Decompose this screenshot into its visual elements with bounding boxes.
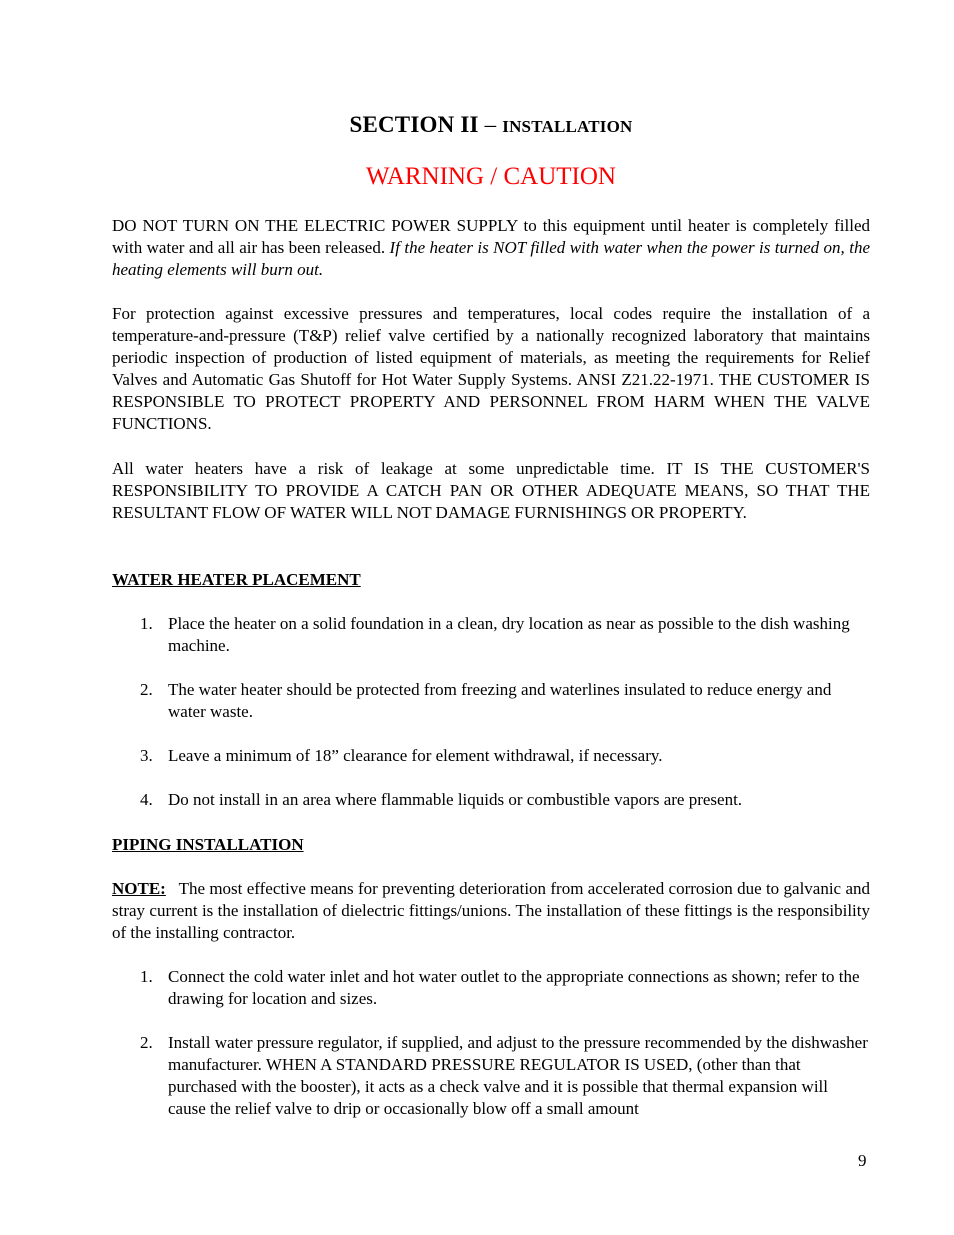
note-text: The most effective means for preventing deterioration from accelerated corrosion due to galvanic and stray current is the installation of dielectric fittings/unions. The installation of these fittings is the responsibility of the installing contractor.: [112, 879, 870, 942]
note-paragraph: [112, 878, 870, 944]
list-number: 4.: [140, 790, 153, 809]
list-number: 3.: [140, 746, 153, 765]
placement-heading: WATER HEATER PLACEMENT: [112, 570, 361, 589]
list-text: Install water pressure regulator, if supplied, and adjust to the pressure recommended by the dishwasher manufacturer. WHEN A STANDARD PRESSURE REGULATOR IS USED, (other than that purchased with the booster), it acts as a check valve and it is possible that thermal expansion will cause the relief valve to drip or occasionally blow off a small amount: [168, 1033, 868, 1118]
section-title-main: SECTION II: [349, 112, 479, 137]
power-warning-italic: If the heater is NOT filled with water when the power is turned on, the heating elements will burn out.: [112, 238, 870, 279]
warning-title: WARNING / CAUTION: [366, 163, 616, 190]
list-number: 1.: [140, 967, 153, 986]
list-number: 2.: [140, 680, 153, 699]
list-text: Leave a minimum of 18” clearance for element withdrawal, if necessary.: [168, 746, 663, 765]
list-text: Connect the cold water inlet and hot water outlet to the appropriate connections as shown; refer to the drawing for location and sizes.: [168, 967, 860, 1008]
power-warning-text: DO NOT TURN ON THE ELECTRIC POWER SUPPLY to this equipment until heater is completely filled with water and all air has been released.: [112, 216, 870, 257]
list-text: Do not install in an area where flammable liquids or combustible vapors are present.: [168, 790, 743, 809]
leakage-paragraph: All water heaters have a risk of leakage at some unpredictable time. IT IS THE CUSTOMER'S RESPONSIBILITY TO PROVIDE A CATCH PAN OR OTHER ADEQUATE MEANS, SO THAT THE RESULTANT FLOW OF WATER WILL NOT DAMAGE FURNISHINGS OR PROPERTY.: [112, 459, 870, 522]
power-warning-paragraph: [112, 215, 870, 281]
list-text: The water heater should be protected from freezing and waterlines insulated to reduce energy and water waste.: [168, 680, 832, 721]
list-text: Place the heater on a solid foundation in a clean, dry location as near as possible to the dish washing machine.: [168, 614, 850, 655]
piping-heading: PIPING INSTALLATION: [112, 835, 304, 854]
page-number: 9: [858, 1151, 867, 1170]
relief-valve-paragraph: For protection against excessive pressures and temperatures, local codes require the installation of a temperature-and-pressure (T&P) relief valve certified by a nationally recognized laboratory that maintains periodic inspection of production of listed equipment of materials, as meeting the requirements for Relief Valves and Automatic Gas Shutoff for Hot Water Supply Systems. ANSI Z21.22-1971. THE CUSTOMER IS RESPONSIBLE TO PROTECT PROPERTY AND PERSONNEL FROM HARM WHEN THE VALVE FUNCTIONS.: [112, 304, 870, 433]
section-title: [112, 112, 870, 138]
section-title-dash: –: [484, 112, 497, 137]
list-number: 1.: [140, 614, 153, 633]
section-subtitle: INSTALLATION: [502, 117, 633, 136]
list-number: 2.: [140, 1033, 153, 1052]
note-label: NOTE:: [112, 879, 166, 898]
